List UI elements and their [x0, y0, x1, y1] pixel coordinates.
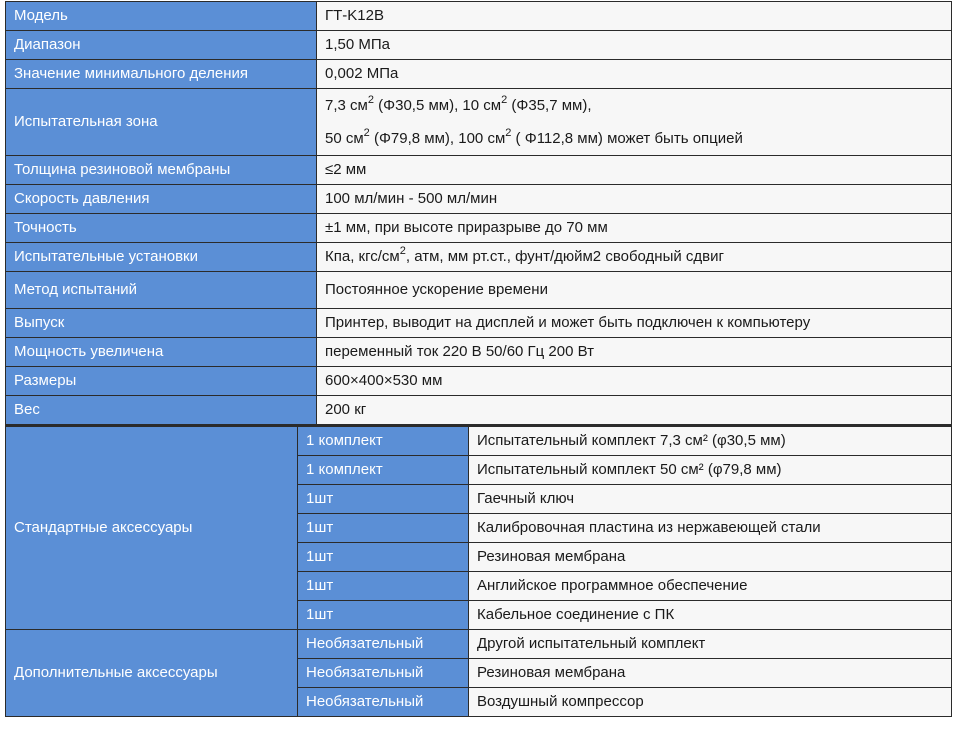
optional-name: Резиновая мембрана [469, 659, 952, 688]
optional-name: Другой испытательный комплект [469, 630, 952, 659]
standard-accessories-label: Стандартные аксессуары [6, 426, 298, 630]
spec-label: Испытательные установки [6, 243, 317, 272]
spec-table [5, 1, 952, 425]
spec-value [317, 89, 952, 156]
optional-row [6, 630, 952, 659]
spec-row-range [6, 31, 952, 60]
spec-label: Мощность увеличена [6, 338, 317, 367]
spec-label: Диапазон [6, 31, 317, 60]
accessory-name: Гаечный ключ [469, 485, 952, 514]
spec-row-speed [6, 185, 952, 214]
spec-value: Принтер, выводит на дисплей и может быть подключен к компьютеру [317, 309, 952, 338]
spec-label: Точность [6, 214, 317, 243]
spec-value: ≤2 мм [317, 156, 952, 185]
accessory-qty: 1шт [298, 601, 469, 630]
accessory-qty: 1шт [298, 543, 469, 572]
optional-qty: Необязательный [298, 630, 469, 659]
spec-row-output [6, 309, 952, 338]
spec-row-model [6, 2, 952, 31]
spec-row-method [6, 272, 952, 309]
test-area-line-2: 50 $см^2$ (Φ79,8 мм), 100 $см^2$ ( Φ112,8 мм) может быть опцией [325, 126, 743, 147]
spec-row-test-area [6, 89, 952, 156]
accessory-qty: 1шт [298, 572, 469, 601]
accessory-name: Испытательный комплект 7,3 см² (φ30,5 мм) [469, 426, 952, 456]
spec-label: Значение минимального деления [6, 60, 317, 89]
spec-value: Постоянное ускорение времени [317, 272, 952, 309]
spec-value: 600×400×530 мм [317, 367, 952, 396]
spec-row-resolution [6, 60, 952, 89]
spec-row-units [6, 243, 952, 272]
accessory-name: Испытательный комплект 50 см² (φ79,8 мм) [469, 456, 952, 485]
accessory-name: Резиновая мембрана [469, 543, 952, 572]
spec-row-weight [6, 396, 952, 425]
optional-accessories-label: Дополнительные аксессуары [6, 630, 298, 717]
spec-label: Размеры [6, 367, 317, 396]
accessory-name: Калибровочная пластина из нержавеющей стали [469, 514, 952, 543]
spec-value: 1,50 МПа [317, 31, 952, 60]
spec-table-wrapper [5, 1, 951, 717]
spec-value: 0,002 МПа [317, 60, 952, 89]
optional-qty: Необязательный [298, 659, 469, 688]
spec-label: Модель [6, 2, 317, 31]
spec-value: переменный ток 220 В 50/60 Гц 200 Вт [317, 338, 952, 367]
spec-value: Кпа, кгс/$см^2$, атм, мм рт.ст., фунт/дюйм2 свободный сдвиг [317, 243, 952, 272]
accessories-table [5, 425, 952, 717]
spec-value: ±1 мм, при высоте приразрыве до 70 мм [317, 214, 952, 243]
test-area-line-1: 7,3 $см^2$ (Φ30,5 мм), 10 $см^2$ (Φ35,7 мм), [325, 93, 592, 114]
accessory-qty: 1шт [298, 485, 469, 514]
accessory-name: Кабельное соединение с ПК [469, 601, 952, 630]
spec-value: 200 кг [317, 396, 952, 425]
spec-row-accuracy [6, 214, 952, 243]
spec-value: 100 мл/мин - 500 мл/мин [317, 185, 952, 214]
spec-label: Скорость давления [6, 185, 317, 214]
optional-qty: Необязательный [298, 688, 469, 717]
spec-label: Толщина резиновой мембраны [6, 156, 317, 185]
spec-label: Выпуск [6, 309, 317, 338]
optional-name: Воздушный компрессор [469, 688, 952, 717]
accessory-qty: 1шт [298, 514, 469, 543]
accessory-qty: 1 комплект [298, 426, 469, 456]
accessory-row [6, 426, 952, 456]
spec-row-power [6, 338, 952, 367]
spec-label: Испытательная зона [6, 89, 317, 156]
accessory-qty: 1 комплект [298, 456, 469, 485]
spec-row-membrane [6, 156, 952, 185]
spec-row-dimensions [6, 367, 952, 396]
spec-label: Вес [6, 396, 317, 425]
spec-value: ГТ-K12B [317, 2, 952, 31]
spec-label: Метод испытаний [6, 272, 317, 309]
accessory-name: Английское программное обеспечение [469, 572, 952, 601]
